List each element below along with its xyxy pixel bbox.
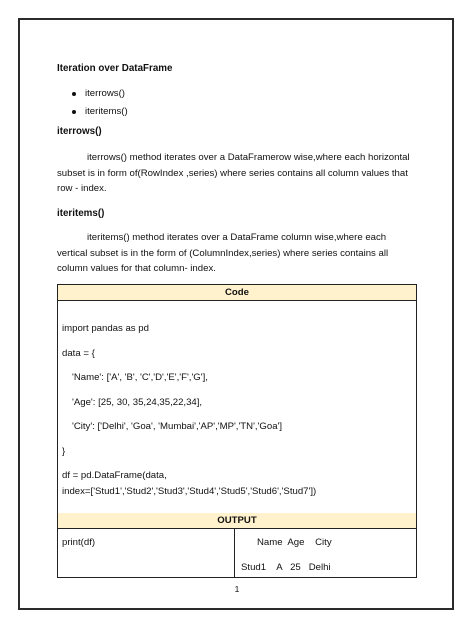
section-title: Iteration over DataFrame	[57, 63, 173, 74]
paragraph-line: iteritems() method iterates over a DataFrame column wise,where each	[87, 232, 387, 243]
output-header: OUTPUT	[58, 513, 416, 529]
paragraph-line: row - index.	[57, 183, 107, 194]
code-table	[57, 284, 417, 578]
code-line: 'Age': [25, 30, 35,24,35,22,34],	[72, 397, 203, 408]
code-block	[58, 301, 416, 515]
code-line: index=['Stud1','Stud2','Stud3','Stud4','Stud5','Stud6','Stud7'])	[62, 486, 317, 497]
code-line: 'City': ['Delhi', 'Goa', 'Mumbai','AP','MP','TN','Goa']	[72, 421, 283, 432]
code-line: data = {	[62, 348, 95, 359]
paragraph-line: column values for that column- index.	[57, 263, 216, 274]
output-result-row: Stud1 A 25 Delhi	[241, 562, 331, 573]
list-item: iteritems()	[57, 103, 128, 121]
paragraph-line: subset is in form of(RowIndex ,series) where series contains all column values that	[57, 167, 408, 179]
paragraph-line: vertical subset is in the form of (ColumnIndex,series) where series contains all	[57, 247, 389, 259]
iterrows-paragraph	[57, 150, 417, 197]
iteritems-paragraph	[57, 230, 417, 277]
code-line: import pandas as pd	[62, 323, 149, 334]
code-line: 'Name': ['A', 'B', 'C','D','E','F','G'],	[72, 372, 208, 383]
code-line: df = pd.DataFrame(data,	[62, 470, 167, 481]
method-list	[57, 85, 128, 121]
output-code-cell	[58, 529, 235, 578]
list-item: iterrows()	[57, 85, 128, 103]
iteritems-heading: iteritems()	[57, 208, 105, 219]
iterrows-heading: iterrows()	[57, 126, 102, 137]
output-code: print(df)	[62, 537, 96, 548]
paragraph-line: iterrows() method iterates over a DataFramerow wise,where each horizontal	[87, 152, 410, 163]
output-result-header: Name Age City	[257, 537, 332, 548]
page-number: 1	[234, 584, 240, 594]
code-line: }	[62, 446, 66, 457]
code-header: Code	[58, 285, 416, 301]
output-row	[58, 529, 416, 578]
